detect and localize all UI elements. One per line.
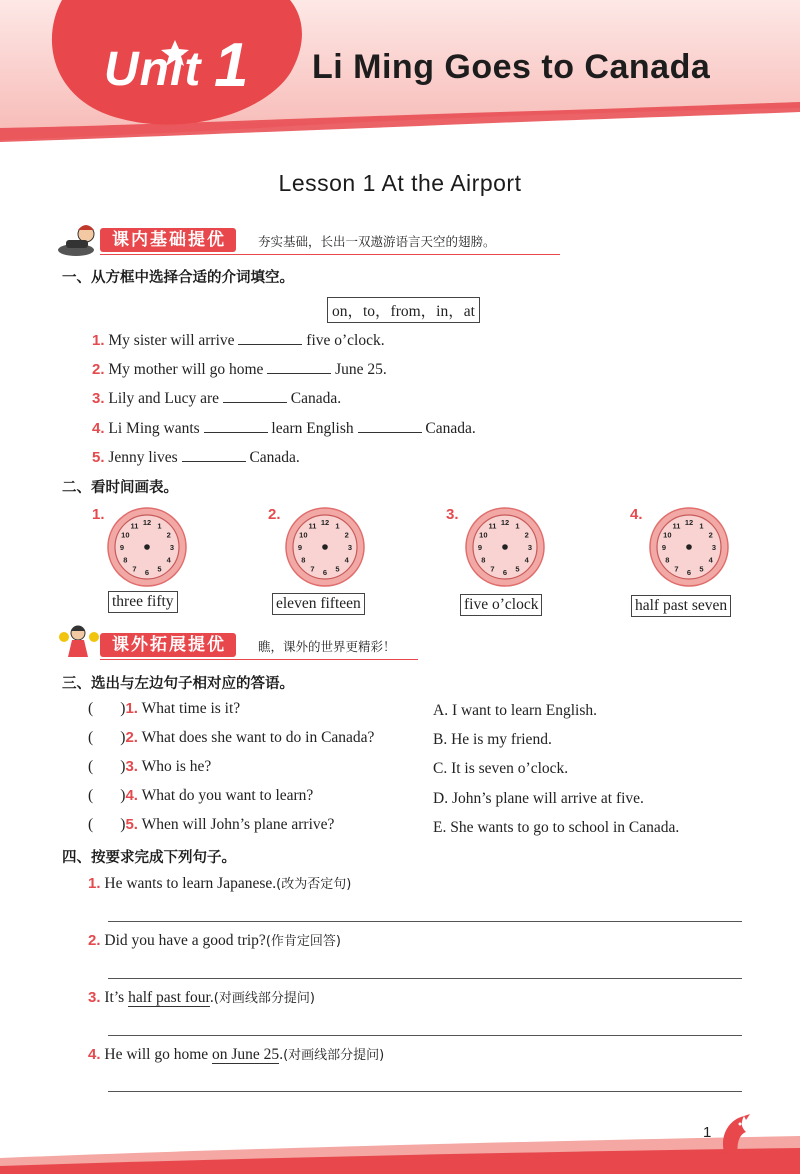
cheerleader-mascot-icon: [56, 623, 102, 663]
clock-face-3[interactable]: [464, 506, 546, 588]
clock-hour-label: 2: [344, 530, 349, 540]
item-number: 3.: [88, 989, 101, 1006]
instruction-note: (对画线部分提问): [283, 1048, 385, 1063]
clock-hour-label: 1: [157, 521, 162, 531]
clock-hour-label: 3: [527, 543, 533, 552]
clock-number-1: 1.: [92, 506, 105, 523]
item-number: 1.: [125, 700, 138, 717]
clock-hour-label: 11: [672, 521, 681, 531]
part4-heading: 四、按要求完成下列句子。: [62, 850, 236, 866]
student-mascot-icon: [56, 220, 106, 260]
clock-hour-label: 8: [665, 555, 670, 565]
clock-hour-label: 5: [335, 564, 340, 574]
answer-blank[interactable]: [204, 418, 268, 433]
clock-hour-label: 4: [524, 555, 529, 565]
clock-face-4[interactable]: [648, 506, 730, 588]
match-answer-a: A. I want to learn English.: [433, 702, 598, 719]
item-number: 2.: [125, 729, 138, 746]
unit-number: 1: [214, 31, 249, 100]
item-text: June 25.: [335, 361, 387, 378]
clock-hour-label: 5: [515, 564, 520, 574]
answer-blank[interactable]: [182, 447, 246, 462]
clock-hour-label: 11: [308, 521, 317, 531]
item-number: 1.: [92, 332, 105, 349]
part3-heading: 三、选出与左边句子相对应的答语。: [62, 676, 294, 692]
answer-blank[interactable]: [238, 330, 302, 345]
unit-title: Li Ming Goes to Canada: [312, 48, 711, 86]
item-text: My sister will arrive: [108, 332, 235, 349]
clock-hour-label: 8: [301, 555, 306, 565]
clock-hour-label: 4: [344, 555, 349, 565]
question-text: Who is he?: [141, 758, 212, 775]
clock-hour-label: 7: [310, 564, 315, 574]
clock-hour-label: 3: [711, 543, 717, 552]
clock-hour-label: 8: [123, 555, 128, 565]
match-question-5: [88, 816, 334, 834]
clock-hour-label: 11: [130, 521, 139, 531]
answer-blank[interactable]: [223, 388, 287, 403]
clock-center-dot: [144, 544, 150, 550]
match-answer-b: B. He is my friend.: [433, 731, 552, 748]
item-text: Lily and Lucy are: [108, 390, 219, 407]
instruction-note: (作肯定回答): [265, 934, 341, 949]
item-number: 2.: [92, 361, 105, 378]
rewrite-item-2: [88, 930, 341, 950]
clock-hour-label: 10: [121, 530, 130, 540]
dolphin-icon: [716, 1112, 756, 1162]
clock-center-dot: [322, 544, 328, 550]
match-answer-e: E. She wants to go to school in Canada.: [433, 819, 680, 836]
item-number: 5.: [92, 449, 105, 466]
sentence-text: It’s: [104, 989, 129, 1006]
underlined-phrase: on June 25: [212, 1046, 280, 1063]
fill-item-1: [92, 330, 385, 350]
clock-hour-label: 2: [166, 530, 171, 540]
clock-hour-label: 1: [335, 521, 340, 531]
clock-face-2[interactable]: [284, 506, 366, 588]
item-number: 3.: [92, 390, 105, 407]
clock-hour-label: 4: [166, 555, 171, 565]
question-text: When will John’s plane arrive?: [141, 816, 335, 833]
unit-label: Unit: [104, 43, 202, 96]
section-banner-extension: [56, 631, 426, 659]
item-number: 3.: [125, 758, 138, 775]
item-text: Canada.: [290, 390, 342, 407]
rewrite-item-3: [88, 987, 315, 1007]
clock-hour-label: 10: [299, 530, 308, 540]
answer-paren[interactable]: ( ): [88, 700, 126, 717]
answer-paren[interactable]: ( ): [88, 816, 126, 833]
clock-number-3: 3.: [446, 506, 459, 523]
match-answer-c: C. It is seven o’clock.: [433, 760, 569, 777]
item-number: 2.: [88, 932, 101, 949]
match-answer-d: D. John’s plane will arrive at five.: [433, 790, 644, 807]
answer-paren[interactable]: ( ): [88, 787, 126, 804]
clock-label-3: five o’clock: [460, 594, 542, 616]
answer-line-4[interactable]: [108, 1091, 742, 1092]
word-box: on，to，from，in，at: [327, 297, 480, 323]
answer-blank[interactable]: [267, 359, 331, 374]
clock-hour-label: 6: [686, 568, 692, 577]
answer-paren[interactable]: ( ): [88, 758, 126, 775]
item-text: Canada.: [249, 449, 300, 466]
clock-hour-label: 2: [524, 530, 529, 540]
section-underline: [100, 659, 418, 660]
clock-label-1: three fifty: [108, 591, 178, 613]
lesson-title: Lesson 1 At the Airport: [278, 170, 522, 196]
clock-number-2: 2.: [268, 506, 281, 523]
clock-hour-label: 11: [488, 521, 497, 531]
part2-heading: 二、看时间画表。: [62, 480, 178, 496]
section-slogan-basic: 夯实基础，长出一双遨游语言天空的翅膀。: [258, 234, 496, 249]
clock-hour-label: 6: [144, 568, 150, 577]
clock-hour-label: 9: [477, 543, 483, 552]
instruction-note: (改为否定句): [276, 877, 352, 892]
item-text: My mother will go home: [108, 361, 264, 378]
sentence-text: He wants to learn Japanese.: [104, 875, 277, 892]
section-underline: [100, 254, 560, 255]
clock-center-dot: [502, 544, 508, 550]
clock-hour-label: 7: [132, 564, 137, 574]
item-number: 4.: [92, 420, 105, 437]
clock-hour-label: 2: [708, 530, 713, 540]
clock-hour-label: 9: [119, 543, 125, 552]
item-number: 4.: [88, 1046, 101, 1063]
answer-line-3[interactable]: [108, 1035, 742, 1036]
clock-hour-label: 12: [320, 518, 330, 527]
sentence-text: .: [279, 1046, 284, 1063]
clock-label-2: eleven fifteen: [272, 593, 365, 615]
item-text: five o’clock.: [306, 332, 385, 349]
sentence-text: He will go home: [104, 1046, 213, 1063]
answer-line-1[interactable]: [108, 921, 742, 922]
question-text: What time is it?: [141, 700, 241, 717]
fill-item-2: [92, 359, 387, 379]
instruction-note: (对画线部分提问): [213, 991, 315, 1006]
section-slogan-extension: 瞧，课外的世界更精彩！: [258, 639, 396, 654]
clock-hour-label: 10: [479, 530, 488, 540]
match-question-2: [88, 729, 374, 747]
clock-hour-label: 3: [169, 543, 175, 552]
clock-face-1[interactable]: [106, 506, 188, 588]
question-text: What do you want to learn?: [141, 787, 314, 804]
clock-hour-label: 8: [481, 555, 486, 565]
answer-blank[interactable]: [358, 418, 422, 433]
item-number: 4.: [125, 787, 138, 804]
match-question-1: [88, 700, 240, 718]
sentence-text: Did you have a good trip?: [104, 932, 266, 949]
clock-hour-label: 7: [490, 564, 495, 574]
item-text: Li Ming wants: [108, 420, 200, 437]
item-text: Canada.: [425, 420, 476, 437]
section-tag-extension: 课外拓展提优: [100, 633, 236, 657]
clock-hour-label: 9: [297, 543, 303, 552]
fill-item-4: [92, 418, 476, 438]
rewrite-item-1: [88, 873, 351, 893]
clock-hour-label: 12: [500, 518, 510, 527]
clock-hour-label: 6: [322, 568, 328, 577]
part1-heading: 一、从方框中选择合适的介词填空。: [62, 270, 294, 286]
underlined-phrase: half past four: [128, 989, 210, 1006]
clock-hour-label: 5: [699, 564, 704, 574]
clock-hour-label: 9: [661, 543, 667, 552]
section-tag-basic: 课内基础提优: [100, 228, 236, 252]
item-text: learn English: [271, 420, 354, 437]
answer-line-2[interactable]: [108, 978, 742, 979]
question-text: What does she want to do in Canada?: [141, 729, 375, 746]
match-question-4: [88, 787, 313, 805]
item-number: 5.: [125, 816, 138, 833]
rewrite-item-4: [88, 1044, 384, 1064]
clock-hour-label: 5: [157, 564, 162, 574]
answer-paren[interactable]: ( ): [88, 729, 126, 746]
clock-center-dot: [686, 544, 692, 550]
section-banner-basic: [56, 226, 566, 254]
clock-hour-label: 3: [347, 543, 353, 552]
clock-hour-label: 12: [684, 518, 694, 527]
clock-hour-label: 4: [708, 555, 713, 565]
clock-number-4: 4.: [630, 506, 643, 523]
match-question-3: [88, 758, 211, 776]
item-text: Jenny lives: [108, 449, 178, 466]
clock-hour-label: 6: [502, 568, 508, 577]
item-number: 1.: [88, 875, 101, 892]
clock-hour-label: 12: [142, 518, 152, 527]
clock-hour-label: 1: [699, 521, 704, 531]
fill-item-3: [92, 388, 341, 408]
clock-hour-label: 1: [515, 521, 520, 531]
clock-hour-label: 10: [663, 530, 672, 540]
clock-label-4: half past seven: [631, 595, 731, 617]
clock-hour-label: 7: [674, 564, 679, 574]
sentence-text: .: [209, 989, 214, 1006]
fill-item-5: [92, 447, 300, 467]
footer-band: [0, 1128, 800, 1174]
page-number: 1: [703, 1124, 712, 1141]
